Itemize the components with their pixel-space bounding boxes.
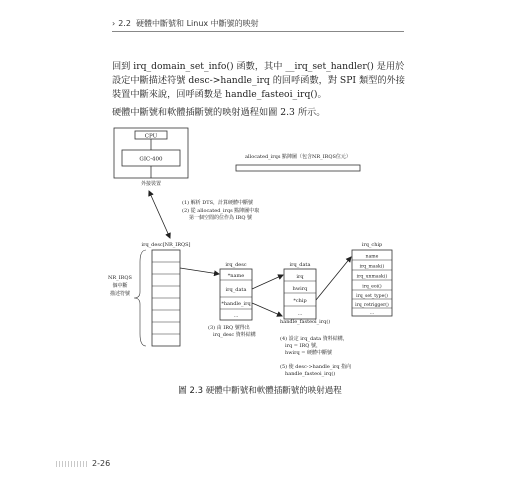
irq-chip-field-set-type: irq_set_type() xyxy=(356,294,388,299)
side-brace xyxy=(134,250,146,346)
irq-desc-field-name: *name xyxy=(227,273,245,279)
bitmap-label: allocated_irqs 點陣圖（包含NR_IRQS位元） xyxy=(245,154,351,160)
step-1: (1) 解析 DTS，計算硬體中斷號 xyxy=(182,200,254,206)
desc-to-data-arrow xyxy=(252,275,283,289)
irq-chip-field-name: name xyxy=(365,254,379,260)
handler-label: handle_fasteoi_irq() xyxy=(280,319,331,325)
step-2-line-1: (2) 從 allocated_irqs 點陣圖中取 xyxy=(182,208,260,214)
step-5-line-2: handle_fasteoi_irq() xyxy=(285,371,336,377)
step-4-line-3: hwirq = 硬體中斷號 xyxy=(285,350,333,356)
irq-desc-field-handle-irq: *handle_irq xyxy=(221,301,251,307)
irq-chip-title: irq_chip xyxy=(361,242,383,248)
irq-desc-field-irq-data: irq_data xyxy=(225,287,247,293)
bitmap-bar xyxy=(236,165,360,171)
step-5-line-1: (5) 使 desc->handle_irq 指向 xyxy=(280,364,352,370)
dts-arrow xyxy=(149,191,170,238)
side-label-line-1: NR_IRQS xyxy=(108,275,132,281)
irq-data-field-chip: *chip xyxy=(293,298,307,304)
page-number: 2-26 xyxy=(92,459,111,468)
handle-irq-arrow xyxy=(252,303,282,316)
footer-decoration xyxy=(56,461,88,467)
irq-data-title: irq_data xyxy=(289,262,311,268)
irq-chip-field-retrigger: irq_retrigger() xyxy=(355,303,389,308)
irq-data-field-hwirq: hwirq xyxy=(292,286,308,292)
irq-chip-field-more: ... xyxy=(369,311,375,316)
irq-data-field-irq: irq xyxy=(296,274,304,280)
figure-caption: 圖 2.3 硬體中斷號和軟體插斷號的映射過程 xyxy=(178,386,342,396)
chevron-right-icon: › xyxy=(112,19,116,28)
irq-desc-field-more: ... xyxy=(233,313,239,319)
irq-data-field-more: ... xyxy=(297,311,303,317)
header-section: 2.2 xyxy=(118,19,131,28)
peripheral-label: 外接裝置 xyxy=(140,181,162,187)
cpu-label: CPU xyxy=(144,133,158,140)
side-label-line-2: 個中斷 xyxy=(112,283,128,289)
irq-chip-field-unmask: irq_unmask() xyxy=(356,274,388,280)
irq-chip-field-eoi: irq_eoi() xyxy=(362,284,382,290)
step-2-line-2: 第一個空閒的位作為 IRQ 號 xyxy=(189,215,253,221)
side-label-line-3: 描述符號 xyxy=(109,291,131,297)
irq-chip-field-mask: irq_mask() xyxy=(359,264,385,270)
array-to-desc-arrow xyxy=(180,268,219,274)
irq-desc-array-label: irq_desc[NR_IRQS] xyxy=(141,242,191,248)
header-title: 硬體中斷號和 Linux 中斷號的映射 xyxy=(136,19,259,28)
irq-desc-title: irq_desc xyxy=(225,262,247,268)
data-to-chip-arrow xyxy=(316,257,351,300)
step-3-line-2: irq_desc 資料結構 xyxy=(213,332,256,338)
gic-label: GIC-400 xyxy=(139,156,163,163)
step-4-line-2: irq = IRQ 號， xyxy=(285,343,321,349)
step-3-line-1: (3) 由 IRQ 號得出 xyxy=(208,325,250,331)
paragraph-1: 回到 irq_domain_set_info() 函數，其中 __irq_set_handler() 是用於設定中斷描述符號 desc->handle_irq 的回呼函數，對 SPI 類型的外接裝置中斷來說，回呼函數是 handle_fasteoi_irq()。 xyxy=(112,61,405,100)
step-4-line-1: (4) 設定 irq_data 資料結構， xyxy=(280,336,348,342)
paragraph-2: 硬體中斷號和軟體插斷號的映射過程如圖 2.3 所示。 xyxy=(112,107,326,118)
